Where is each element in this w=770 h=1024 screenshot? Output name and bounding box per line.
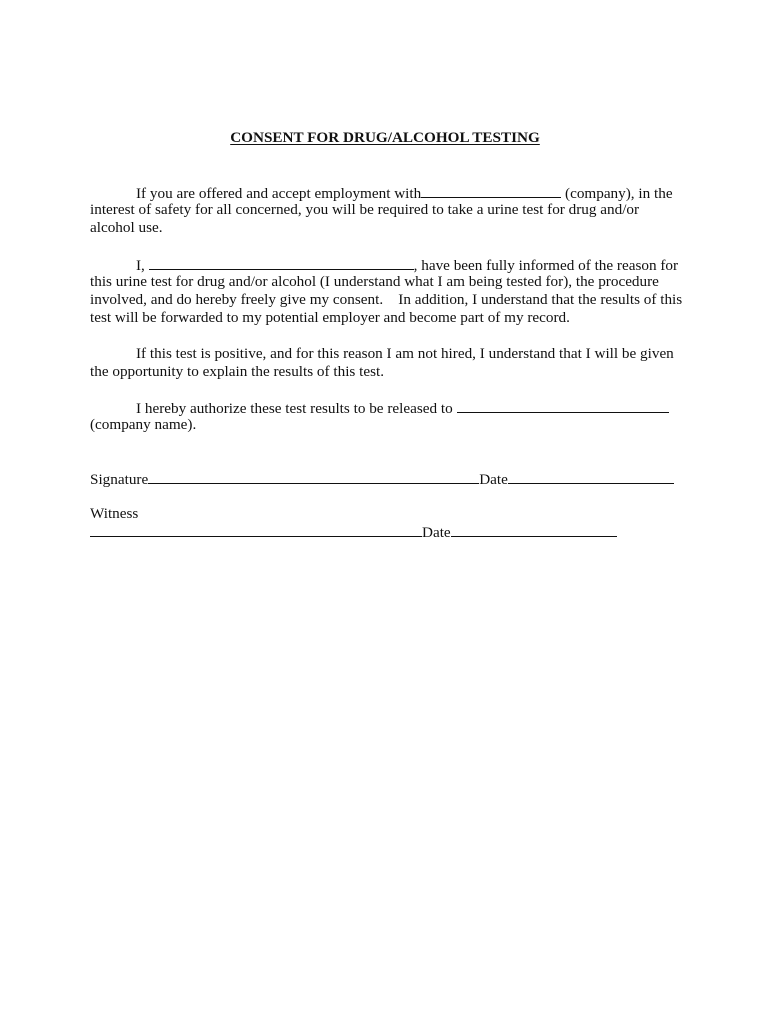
released-to-company-field[interactable] xyxy=(457,398,669,413)
paragraph-2-line-3: involved, and do hereby freely give my consent. In addition, I understand that the results of this xyxy=(90,291,683,308)
signature-date-label: Date xyxy=(479,471,508,488)
paragraph-1-line-3: alcohol use. xyxy=(90,219,163,236)
paragraph-2-text-before: I, xyxy=(136,257,149,274)
paragraph-3-line-1: If this test is positive, and for this reason I am not hired, I understand that I will be given xyxy=(136,345,674,362)
paragraph-1-text-before: If you are offered and accept employment with xyxy=(136,185,422,202)
signature-row xyxy=(90,469,674,489)
paragraph-1-text-after: (company), in the xyxy=(561,185,673,202)
paragraph-4-line-1 xyxy=(136,398,669,418)
paragraph-2-line-1 xyxy=(136,255,678,275)
witness-date-label: Date xyxy=(422,524,451,541)
document-title: CONSENT FOR DRUG/ALCOHOL TESTING xyxy=(230,129,540,146)
paragraph-4-text-before: I hereby authorize these test results to be released to xyxy=(136,400,457,417)
paragraph-2-line-4: test will be forwarded to my potential employer and become part of my record. xyxy=(90,309,570,326)
paragraph-3-line-2: the opportunity to explain the results of this test. xyxy=(90,363,385,380)
signature-date-field[interactable] xyxy=(508,469,674,484)
company-field[interactable] xyxy=(421,183,561,198)
applicant-name-field[interactable] xyxy=(149,255,414,270)
paragraph-1-line-2: interest of safety for all concerned, you will be required to take a urine test for drug and/or xyxy=(90,201,640,218)
witness-row xyxy=(90,522,617,542)
paragraph-2-text-after: , have been fully informed of the reason for xyxy=(413,257,679,274)
signature-field[interactable] xyxy=(148,469,479,484)
paragraph-1-line-1 xyxy=(136,183,673,203)
paragraph-4-line-2: (company name). xyxy=(90,416,197,433)
paragraph-2-line-2: this urine test for drug and/or alcohol (I understand what I am being tested for), the procedure xyxy=(90,273,659,290)
witness-signature-field[interactable] xyxy=(90,522,422,537)
witness-date-field[interactable] xyxy=(451,522,617,537)
signature-label: Signature xyxy=(90,471,149,488)
witness-label: Witness xyxy=(90,505,139,522)
